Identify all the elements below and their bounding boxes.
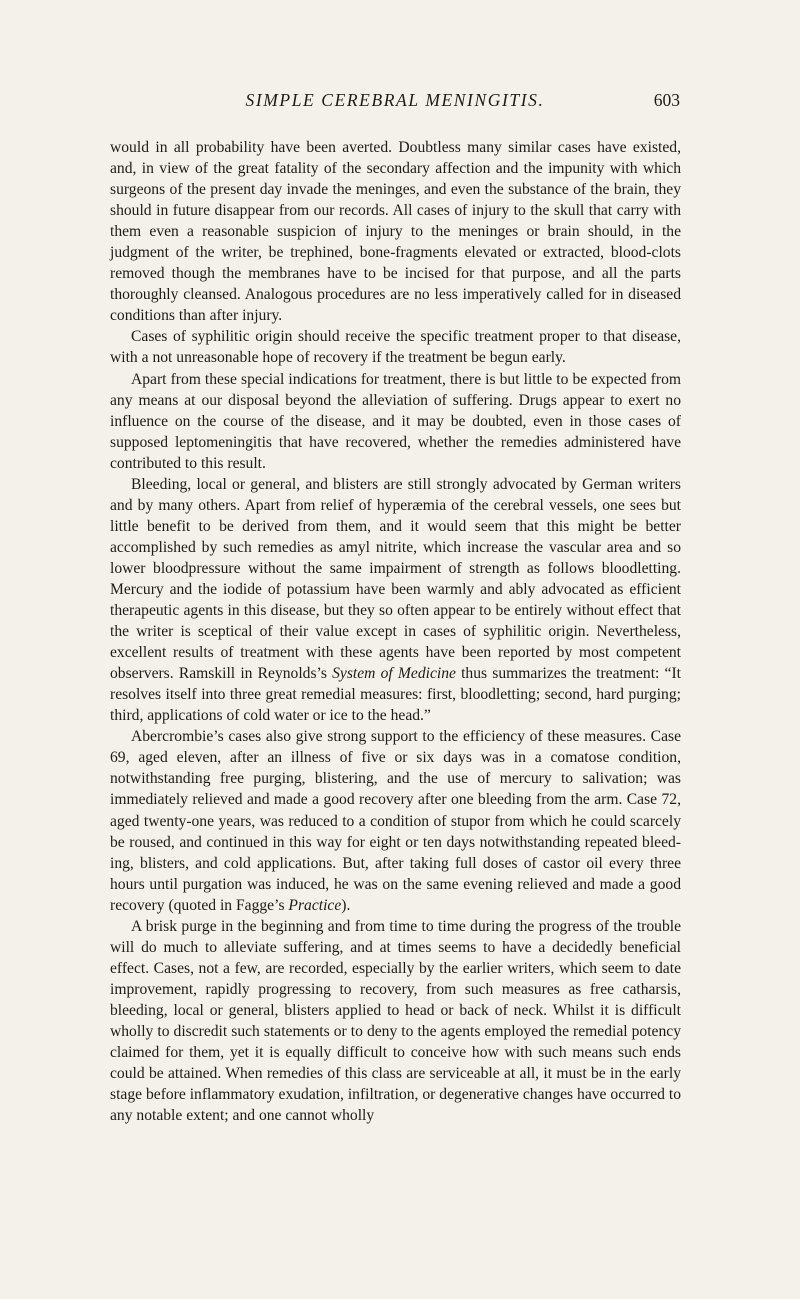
- paragraph-text: A brisk purge in the beginning and from time to time during the progress of the trouble will do much to alleviate suffering, and at times seems to have a decidedly beneficial effect. Cases, not a few, are recorded, especially by the earlier writers, which seem to date improvement, rapidly progressing to recovery, from such measures as free catharsis, bleeding, local or general, blisters applied to head or back of neck. Whilst it is difficult wholly to discredit such statements or to deny to the agents employed the remedial potency claimed for them, yet it is equally difficult to conceive how with such means such ends could be attained. When remedies of this class are serviceable at all, it must be in the early stage before inflammatory exudation, infiltration, or degenerative changes have occurred to any notable extent; and one cannot wholly: [110, 917, 681, 1125]
- paragraph-brisk-purge: [110, 916, 681, 1126]
- paragraph-bleeding-blisters: [110, 474, 681, 727]
- paragraph-text: Bleeding, local or general, and blisters are still strongly advocated by German writers and by many others. Apart from relief of hyperæmia of the cerebral vessels, one sees but little benefit to be derived from them, and it would seem that this might be better accomplished by such remedies as amyl nitrite, which increase the vascular area and so lower bloodpressure without the same impairment of strength as follows bloodletting. Mercury and the iodide of potassium have been warmly and ably advocated as efficient therapeutic agents in this disease, but they so often appear to be entirely without effect that the writer is sceptical of their value except in cases of syphilitic origin. Nevertheless, excellent results of treatment with these agents have been reported by most competent observers. Ramskill in Reynolds’s: [110, 475, 681, 683]
- paragraph-text: would in all probability have been averted. Doubtless many similar cases have existed, and, in view of the great fatality of the secondary affection and the impunity with which surgeons of the present day invade the meninges, and even the substance of the brain, they should in future disappear from our records. All cases of injury to the skull that carry with them even a reasonable suspicion of injury to the meninges or brain should, in the judgment of the writer, be trephined, bone-fragments elevated or extracted, blood-clots removed though the membranes have to be incised for that purpose, and all the parts thoroughly cleansed. Analogous procedures are no less imperatively called for in diseased conditions than after injury.: [110, 139, 681, 325]
- paragraph-text: ).: [341, 896, 351, 914]
- page-header: [110, 88, 680, 116]
- paragraph-syphilitic-cases: [110, 326, 681, 368]
- paragraph-text: Cases of syphilitic origin should receive the specific treatment proper to that disease, with a not unreasonable hope of recovery if the treatment be begun early.: [110, 328, 681, 367]
- book-title-italic: Practice: [288, 896, 342, 914]
- paragraph-trephining: [110, 137, 681, 326]
- page-number: 603: [653, 90, 680, 110]
- running-title: SIMPLE CEREBRAL MENINGITIS.: [245, 90, 545, 110]
- paragraph-special-indications: [110, 369, 681, 474]
- paragraph-text: Abercrombie’s cases also give strong support to the efficiency of these measures. Case 69, aged eleven, after an illness of five or six days was in a comatose condition, notwithstanding free purging, blistering, and the use of mercury to salivation; was immediately relieved and made a good recovery after one bleeding from the arm. Case 72, aged twenty-one years, was reduced to a condition of stupor from which he could scarcely be roused, and continued in this way for eight or ten days notwithstanding repeated bleeding, blisters, and cold applications. But, after taking full doses of castor oil every three hours until purgation was induced, he was on the same evening relieved and made a good recovery (quoted in Fagge’s: [110, 728, 681, 914]
- paragraph-text: Apart from these special indications for treatment, there is but little to be expected from any means at our disposal beyond the alleviation of suffering. Drugs appear to exert no influence on the course of the disease, and it may be doubted, even in those cases of supposed leptomeningitis that have recovered, whether the remedies administered have contributed to this result.: [110, 370, 681, 472]
- body-text: [110, 137, 681, 1126]
- paragraph-abercrombie-cases: [110, 726, 681, 915]
- book-title-italic: System of Medicine: [332, 665, 456, 683]
- paragraph-text: thus summarizes the treatment: “It resolves itself into three great remedial measures: first, bloodletting; second, hard purging; third, applications of cold water or ice to the head.”: [110, 665, 681, 725]
